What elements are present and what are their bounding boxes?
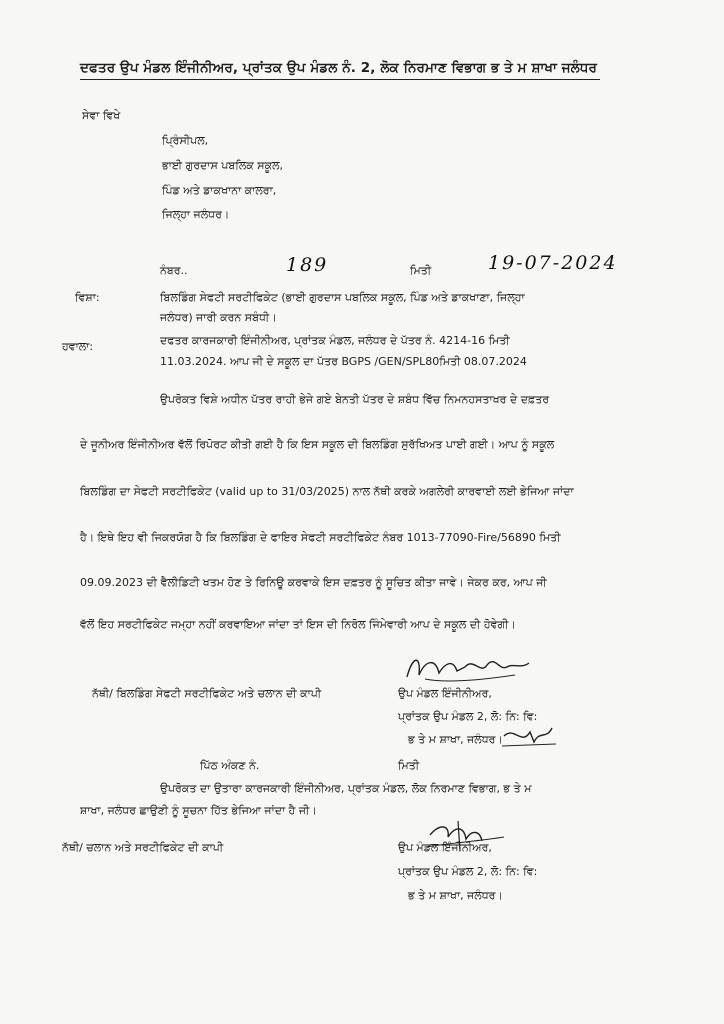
subject-label: ਵਿਸ਼ਾ: <box>75 291 100 304</box>
addressee-line-2: ਭਾਈ ਗੁਰਦਾਸ ਪਬਲਿਕ ਸਕੂਲ, <box>162 159 284 172</box>
letterhead-title: ਦਫਤਰ ਉਪ ਮੰਡਲ ਇੰਜੀਨੀਅਰ, ਪ੍ਰਾਂਤਕ ਉਪ ਮੰਡਲ ਨੰ. 2, ਲੋਕ ਨਿਰਮਾਣ ਵਿਭਾਗ ਭ ਤੇ ਮ ਸ਼ਾਖਾ ਜਲੰਧਰ <box>80 60 597 76</box>
addressee-line-4: ਜਿਲ੍ਹਾ ਜਲੰਧਰ। <box>162 208 230 221</box>
hawala-line-1: ਦਫਤਰ ਕਾਰਜਕਾਰੀ ਇੰਜੀਨੀਅਰ, ਪ੍ਰਾਂਤਕ ਮੰਡਲ, ਜਲੰਧਰ ਦੇ ਪੱਤਰ ਨੰ. 4214-16 ਮਿਤੀ <box>160 334 510 347</box>
endorsement-line-1: ਉਪਰੋਕਤ ਦਾ ਉਤਾਰਾ ਕਾਰਜਕਾਰੀ ਇੰਜੀਨੀਅਰ, ਪ੍ਰਾਂਤਕ ਮੰਡਲ, ਲੋਕ ਨਿਰਮਾਣ ਵਿਭਾਗ, ਭ ਤੇ ਮ <box>160 782 532 795</box>
signature-2-line-1: ਉਪ ਮੰਡਲ ਇੰਜੀਨੀਅਰ, <box>398 841 492 854</box>
endorsement-date-label: ਮਿਤੀ <box>398 759 420 772</box>
letterhead-underline <box>80 79 600 80</box>
addressee-line-1: ਪ੍ਰਿੰਸੀਪਲ, <box>162 134 209 147</box>
signature-1-line-2: ਪ੍ਰਾਂਤਕ ਉਪ ਮੰਡਲ 2, ਲੋ: ਨਿ: ਵਿ: <box>398 710 538 723</box>
reference-number-handwritten: 189 <box>286 254 329 276</box>
signature-1-line-3: ਭ ਤੇ ਮ ਸ਼ਾਖਾ, ਜਲੰਧਰ। <box>408 733 503 746</box>
reference-date-label: ਮਿਤੀ <box>410 264 432 277</box>
reference-date-handwritten: 19-07-2024 <box>488 252 618 274</box>
body-line-5: 09.09.2023 ਦੀ ਵੈਲੀਡਿਟੀ ਖਤਮ ਹੋਣ ਤੇ ਰਿਨਿਊ ਕਰਵਾਕੇ ਇਸ ਦਫ਼ਤਰ ਨੂੰ ਸੂਚਿਤ ਕੀਤਾ ਜਾਵੇ। ਜੇਕਰ ਕਰ, ਆਪ ਜੀ <box>80 576 547 589</box>
subject-line-2: ਜਲੰਧਰ) ਜਾਰੀ ਕਰਨ ਸਬੰਧੀ। <box>160 311 277 324</box>
body-line-1: ਉਪਰੋਕਤ ਵਿਸ਼ੇ ਅਧੀਨ ਪੱਤਰ ਰਾਹੀ ਭੇਜੇ ਗਏ ਬੇਨਤੀ ਪੱਤਰ ਦੇ ਸ਼ਬੰਧ ਵਿੱਚ ਨਿਮਨਹਸਤਾਖਰ ਦੇ ਦਫ਼ਤਰ <box>160 393 550 406</box>
endorsement-line-2: ਸ਼ਾਖਾ, ਜਲੰਧਰ ਛਾਉਣੀ ਨੂੰ ਸੂਚਨਾ ਹਿੱਤ ਭੇਜਿਆ ਜਾਂਦਾ ਹੈ ਜੀ। <box>80 804 317 817</box>
hawala-line-2: 11.03.2024. ਆਪ ਜੀ ਦੇ ਸਕੂਲ ਦਾ ਪੱਤਰ BGPS /GEN/SPL80ਮਿਤੀ 08.07.2024 <box>160 355 527 368</box>
signature-2-line-3: ਭ ਤੇ ਮ ਸ਼ਾਖਾ, ਜਲੰਧਰ। <box>408 889 503 902</box>
signature-1-flourish <box>500 722 560 752</box>
signature-1-line-1: ਉਪ ਮੰਡਲ ਇੰਜੀਨੀਅਰ, <box>398 687 492 700</box>
body-line-2: ਦੇ ਜੂਨੀਅਰ ਇੰਜੀਨੀਅਰ ਵੱਲੋਂ ਰਿਪੋਰਟ ਕੀਤੀ ਗਈ ਹੈ ਕਿ ਇਸ ਸਕੂਲ ਦੀ ਬਿਲਡਿੰਗ ਸੁਰੱਖਿਅਤ ਪਾਈ ਗਈ। ਆਪ ਨੂੰ ਸਕੂਲ <box>80 438 555 451</box>
body-line-4: ਹੈ। ਇਥੇ ਇਹ ਵੀ ਜਿਕਰਯੋਗ ਹੈ ਕਿ ਬਿਲਡਿੰਗ ਦੇ ਫਾਇਰ ਸੇਫਟੀ ਸਰਟੀਫਿਕੇਟ ਨੰਬਰ 1013-77090-Fire/56890 ਮਿਤੀ <box>80 531 561 544</box>
hawala-label: ਹਵਾਲਾ: <box>62 340 94 353</box>
body-line-3: ਬਿਲਡਿੰਗ ਦਾ ਸੇਫਟੀ ਸਰਟੀਫਿਕੇਟ (valid up to 31/03/2025) ਨਾਲ ਨੱਥੀ ਕਰਕੇ ਅਗਲੇਰੀ ਕਾਰਵਾਈ ਲਈ ਭੇਜਿਆ ਜਾਂਦਾ <box>80 485 574 498</box>
body-line-6: ਵੱਲੋਂ ਇਹ ਸਰਟੀਫਿਕੇਟ ਜਮ੍ਹਾ ਨਹੀਂ ਕਰਵਾਇਆ ਜਾਂਦਾ ਤਾਂ ਇਸ ਦੀ ਨਿਰੋਲ ਜਿੰਮੇਵਾਰੀ ਆਪ ਦੇ ਸਕੂਲ ਦੀ ਹੋਵੇਗੀ। <box>80 618 516 631</box>
enclosure-1: ਨੱਥੀ/ ਬਿਲਡਿੰਗ ਸੇਫਟੀ ਸਰਟੀਫਿਕੇਟ ਅਤੇ ਚਲਾਨ ਦੀ ਕਾਪੀ <box>92 687 322 700</box>
signature-1 <box>395 645 555 690</box>
reference-number-label: ਨੰਬਰ.. <box>160 264 188 277</box>
subject-line-1: ਬਿਲਡਿੰਗ ਸੇਫਟੀ ਸਰਟੀਫਿਕੇਟ (ਭਾਈ ਗੁਰਦਾਸ ਪਬਲਿਕ ਸਕੂਲ, ਪਿੰਡ ਅਤੇ ਡਾਕਖਾਣਾ, ਜਿਲ੍ਹਾ <box>160 291 525 304</box>
salutation: ਸੇਵਾ ਵਿਖੇ <box>82 109 121 122</box>
enclosure-2: ਨੱਥੀ/ ਚਲਾਨ ਅਤੇ ਸਰਟੀਫਿਕੇਟ ਦੀ ਕਾਪੀ <box>62 841 224 854</box>
endorsement-number-label: ਪਿੱਠ ਅੰਕਣ ਨੰ. <box>200 759 260 772</box>
signature-2-line-2: ਪ੍ਰਾਂਤਕ ਉਪ ਮੰਡਲ 2, ਲੋ: ਨਿ: ਵਿ: <box>398 865 538 878</box>
addressee-line-3: ਪਿੰਡ ਅਤੇ ਡਾਕਖਾਨਾ ਕਾਲਰਾ, <box>162 184 277 197</box>
